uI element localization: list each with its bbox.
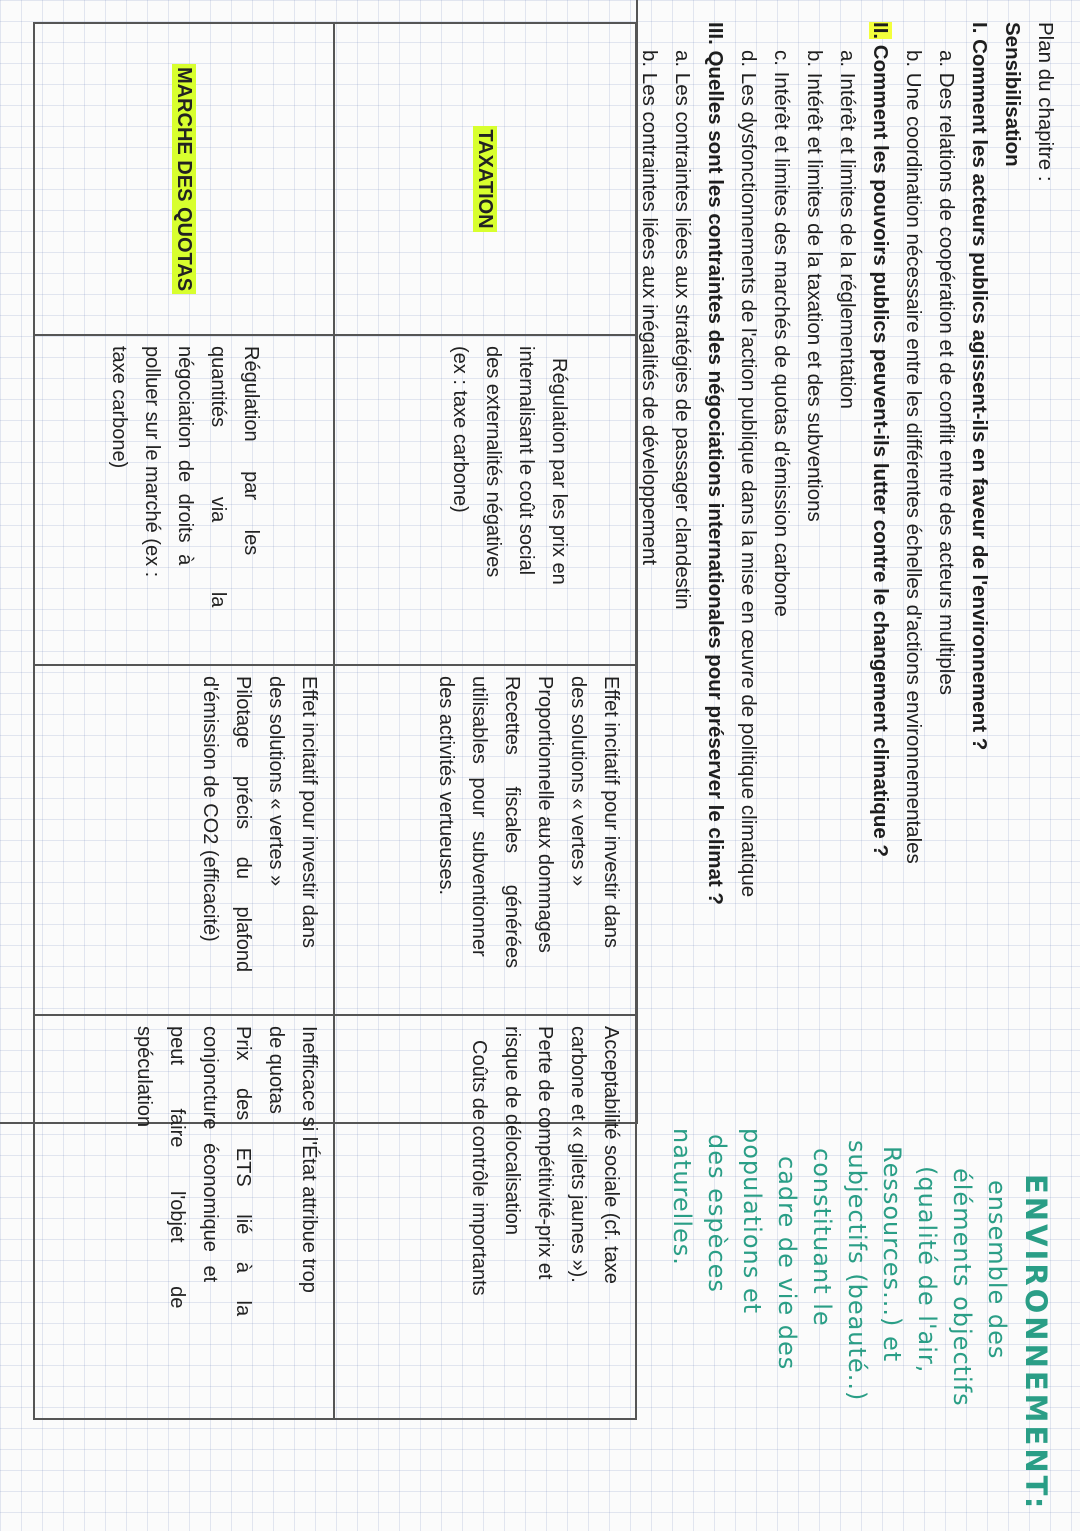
table-cell: [34, 665, 334, 1015]
section-2-item-c: c. Intérêt et limites des marchés de quotas d'émission carbone: [770, 50, 793, 617]
cell-line: taxe carbone): [108, 346, 130, 469]
cell-line: utilisables pour subventionner: [468, 676, 490, 957]
plan-intro: Sensibilisation: [1001, 22, 1024, 167]
cell-line: (ex : taxe carbone): [449, 346, 471, 513]
section-2-item-b: b. Intérêt et limites de la taxation et des subventions: [803, 50, 826, 522]
cell-line: Inefficace si l'État attribue trop: [298, 1026, 320, 1293]
chapter-plan: [633, 22, 1062, 1152]
definition-line: Ressources...) et: [878, 1146, 906, 1363]
plan-title: Plan du chapitre :: [1034, 22, 1057, 182]
cell-line: Acceptabilité sociale (cf. taxe: [600, 1026, 622, 1284]
cell-line: de quotas: [265, 1026, 287, 1114]
table-row: [34, 23, 334, 1419]
cell-line: des solutions « vertes »: [567, 676, 589, 887]
comparison-table: [33, 22, 637, 1420]
cell-line: Effet incitatif pour investir dans: [600, 676, 622, 948]
cell-line: Coûts de contrôle importants: [468, 1040, 490, 1296]
section-1-item-b: b. Une coordination nécessaire entre les différentes échelles d'actions environnementales: [902, 50, 925, 864]
table-cell: [334, 335, 636, 665]
row-header-taxation: [334, 23, 636, 335]
table-cell: [34, 1015, 334, 1419]
section-2-item-a: a. Intérêt et limites de la réglementation: [836, 50, 859, 409]
cell-line: négociation de droits à: [174, 346, 196, 566]
definition-line: cadre de vie des: [773, 1156, 801, 1371]
definition-line: subjectifs (beauté..): [843, 1140, 871, 1402]
cell-line: quantités via la: [207, 346, 229, 608]
definition-line: populations et: [738, 1128, 766, 1315]
cell-line: d'émission de CO2 (efficacité): [199, 676, 221, 942]
section-2-title: [864, 22, 897, 1152]
definition-line: éléments objectifs: [948, 1168, 976, 1407]
cell-line: carbone et « gilets jaunes »).: [567, 1026, 589, 1283]
table-cell: [334, 1015, 636, 1419]
cell-line: spéculation: [133, 1026, 155, 1128]
cell-line: internalisant le coût social: [515, 346, 537, 576]
cell-line: Perte de compétitivité-prix et: [534, 1026, 556, 1280]
definition-line: naturelles.: [668, 1128, 696, 1266]
cell-line: Régulation par les prix en: [548, 358, 570, 585]
table-cell: [34, 335, 334, 665]
row-header-marche-des-quotas: [34, 23, 334, 335]
cell-line: des activités vertueuses.: [435, 676, 457, 895]
cell-line: Prix des ETS lié à la: [232, 1026, 254, 1317]
section-2-text: Comment les pouvoirs publics peuvent-ils lutter contre le changement climatique ?: [869, 39, 892, 857]
table-cell: [334, 665, 636, 1015]
definition-line: (qualité de l'air,: [913, 1166, 941, 1374]
cell-line: des externalités négatives: [482, 346, 504, 578]
cell-line: Régulation par les: [240, 346, 262, 556]
section-3-item-a: a. Les contraintes liées aux stratégies de passager clandestin: [671, 50, 694, 610]
section-3-title: III. Quelles sont les contraintes des négociations internationales pour préserver le climat ?: [704, 22, 727, 905]
cell-line: Pilotage précis du plafond: [232, 676, 254, 973]
section-2-number: II.: [869, 22, 892, 40]
row-label: TAXATION: [474, 126, 498, 231]
cell-line: des solutions « vertes »: [265, 676, 287, 887]
cell-line: conjoncture économique et: [199, 1026, 221, 1283]
cell-line: peut faire l'objet de: [166, 1026, 188, 1309]
section-2-item-d: d. Les dysfonctionnements de l'action publique dans la mise en œuvre de politique climatique: [737, 50, 760, 898]
section-1-title: I. Comment les acteurs publics agissent-ils en faveur de l'environnement ?: [968, 22, 991, 751]
section-3-item-b: b. Les contraintes liées aux inégalités de développement: [638, 50, 661, 566]
cell-line: Proportionnelle aux dommages: [534, 676, 556, 953]
definition-line: des espèces: [703, 1134, 731, 1293]
handwritten-definition: [664, 1128, 1058, 1522]
definition-title: ENVIRONNEMENT:: [1019, 1174, 1053, 1512]
cell-line: risque de délocalisation: [501, 1026, 523, 1236]
row-label: MARCHE DES QUOTAS: [173, 64, 197, 294]
cell-line: polluer sur le marché (ex :: [141, 346, 163, 578]
definition-line: constituant le: [808, 1148, 836, 1327]
cell-line: Recettes fiscales générées: [501, 676, 523, 969]
cell-line: Effet incitatif pour investir dans: [298, 676, 320, 948]
section-1-item-a: a. Des relations de coopération et de conflit entre des acteurs multiples: [935, 50, 958, 695]
table-row: [334, 23, 636, 1419]
definition-line: ensemble des: [983, 1180, 1011, 1360]
